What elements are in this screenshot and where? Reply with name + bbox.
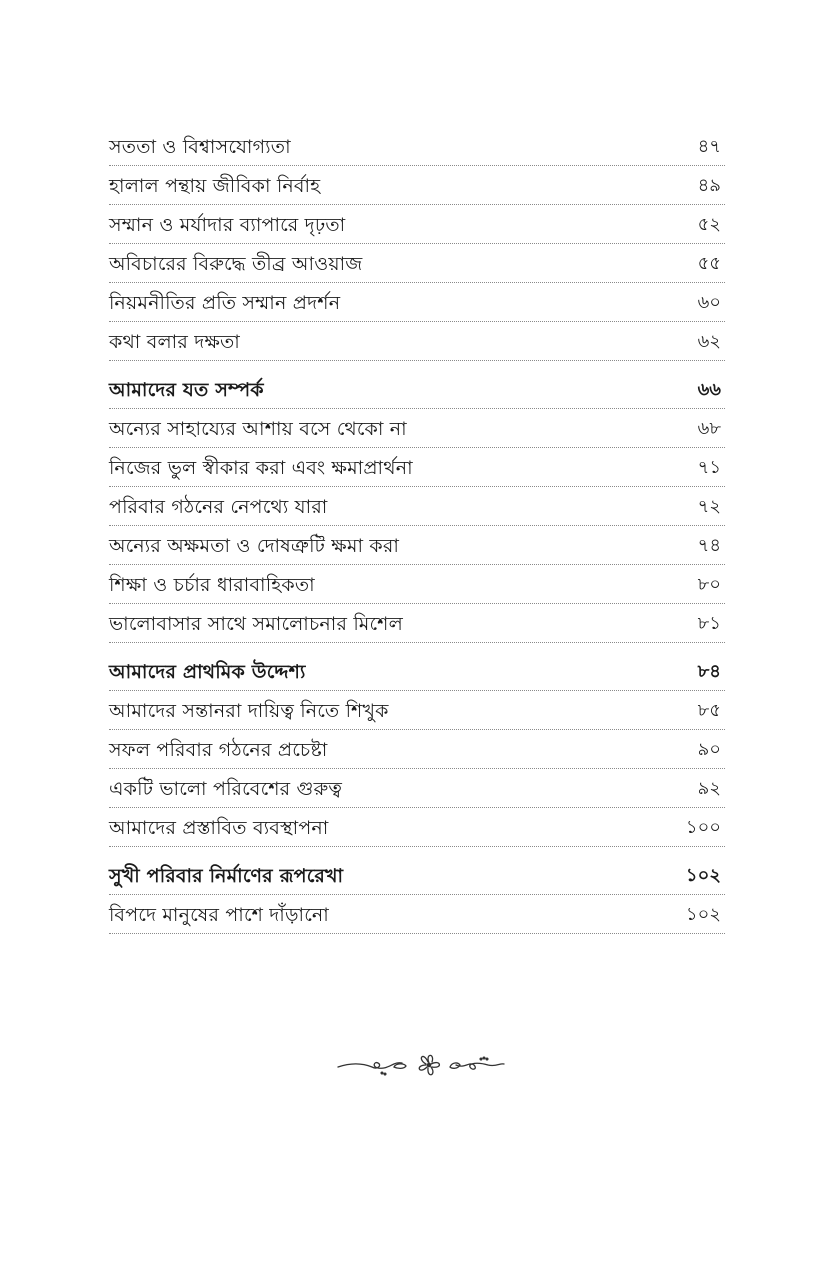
toc-entry-title: অন্যের অক্ষমতা ও দোষত্রুটি ক্ষমা করা bbox=[109, 535, 400, 557]
toc-section-title: আমাদের প্রাথমিক উদ্দেশ্য bbox=[109, 661, 306, 683]
toc-entry-title: আমাদের সন্তানরা দায়িত্ব নিতে শিখুক bbox=[109, 700, 389, 722]
toc-entry[interactable] bbox=[109, 206, 725, 244]
toc-entry-title: সফল পরিবার গঠনের প্রচেষ্টা bbox=[109, 739, 328, 761]
toc-entry-title: আমাদের প্রস্তাবিত ব্যবস্থাপনা bbox=[109, 817, 329, 839]
toc-entry[interactable] bbox=[109, 284, 725, 322]
toc-entry-page: ১০০ bbox=[685, 817, 721, 838]
toc-entry-title: বিপদে মানুষের পাশে দাঁড়ানো bbox=[109, 904, 329, 926]
toc-entry-page: ৮০ bbox=[697, 574, 721, 595]
toc-section-heading[interactable] bbox=[109, 653, 725, 691]
toc-entry[interactable] bbox=[109, 896, 725, 934]
toc-entry-page: ৮১ bbox=[697, 613, 721, 634]
toc-entry-page: ৬০ bbox=[697, 292, 721, 313]
toc-entry[interactable] bbox=[109, 605, 725, 643]
toc-entry[interactable] bbox=[109, 488, 725, 526]
toc-entry[interactable] bbox=[109, 449, 725, 487]
floral-divider-icon bbox=[332, 1043, 508, 1083]
toc-entry-page: ৭১ bbox=[697, 457, 721, 478]
toc-section-page: ৬৬ bbox=[697, 379, 721, 400]
toc-entry-page: ৬২ bbox=[697, 331, 721, 352]
toc-entry-title: ভালোবাসার সাথে সমালোচনার মিশেল bbox=[109, 613, 403, 635]
toc-entry-page: ৭৪ bbox=[697, 535, 721, 556]
toc-entry-title: অন্যের সাহায্যের আশায় বসে থেকো না bbox=[109, 418, 407, 440]
toc-section-page: ৮৪ bbox=[697, 661, 721, 682]
toc-entry-title: অবিচারের বিরুদ্ধে তীব্র আওয়াজ bbox=[109, 253, 363, 275]
toc-entry-page: ৫৫ bbox=[697, 253, 721, 274]
toc-entry-title: নিজের ভুল স্বীকার করা এবং ক্ষমাপ্রার্থনা bbox=[109, 457, 413, 479]
toc-entry[interactable] bbox=[109, 527, 725, 565]
toc-section-heading[interactable] bbox=[109, 371, 725, 409]
toc-entry-title: নিয়মনীতির প্রতি সম্মান প্রদর্শন bbox=[109, 292, 341, 314]
toc-entry[interactable] bbox=[109, 566, 725, 604]
toc-section-heading[interactable] bbox=[109, 857, 725, 895]
toc-entry[interactable] bbox=[109, 692, 725, 730]
toc-entry-page: ৯২ bbox=[697, 778, 721, 799]
toc-entry[interactable] bbox=[109, 128, 725, 166]
toc-entry-title: শিক্ষা ও চর্চার ধারাবাহিকতা bbox=[109, 574, 315, 596]
toc-entry[interactable] bbox=[109, 809, 725, 847]
toc-entry-title: পরিবার গঠনের নেপথ্যে যারা bbox=[109, 496, 328, 518]
toc-entry-title: একটি ভালো পরিবেশের গুরুত্ব bbox=[109, 778, 343, 800]
toc-entry[interactable] bbox=[109, 245, 725, 283]
toc-entry-title: কথা বলার দক্ষতা bbox=[109, 331, 241, 353]
toc-entry-title: হালাল পন্থায় জীবিকা নির্বাহ bbox=[109, 175, 321, 197]
table-of-contents bbox=[109, 128, 725, 935]
toc-entry-page: ৫২ bbox=[697, 214, 721, 235]
toc-entry[interactable] bbox=[109, 410, 725, 448]
toc-entry-page: ১০২ bbox=[685, 904, 721, 925]
toc-entry-page: ৪৯ bbox=[697, 175, 721, 196]
toc-section-title: আমাদের যত সম্পর্ক bbox=[109, 379, 264, 401]
toc-entry-page: ৭২ bbox=[697, 496, 721, 517]
toc-entry-title: সততা ও বিশ্বাসযোগ্যতা bbox=[109, 136, 291, 158]
toc-section-title: সুখী পরিবার নির্মাণের রূপরেখা bbox=[109, 865, 344, 887]
toc-entry-title: সম্মান ও মর্যাদার ব্যাপারে দৃঢ়তা bbox=[109, 214, 346, 236]
toc-entry[interactable] bbox=[109, 167, 725, 205]
toc-entry-page: ৮৫ bbox=[697, 700, 721, 721]
toc-entry-page: ৪৭ bbox=[697, 136, 721, 157]
toc-entry[interactable] bbox=[109, 770, 725, 808]
toc-entry[interactable] bbox=[109, 323, 725, 361]
toc-section-page: ১০২ bbox=[685, 865, 721, 886]
toc-entry-page: ৬৮ bbox=[697, 418, 721, 439]
toc-entry-page: ৯০ bbox=[697, 739, 721, 760]
toc-entry[interactable] bbox=[109, 731, 725, 769]
